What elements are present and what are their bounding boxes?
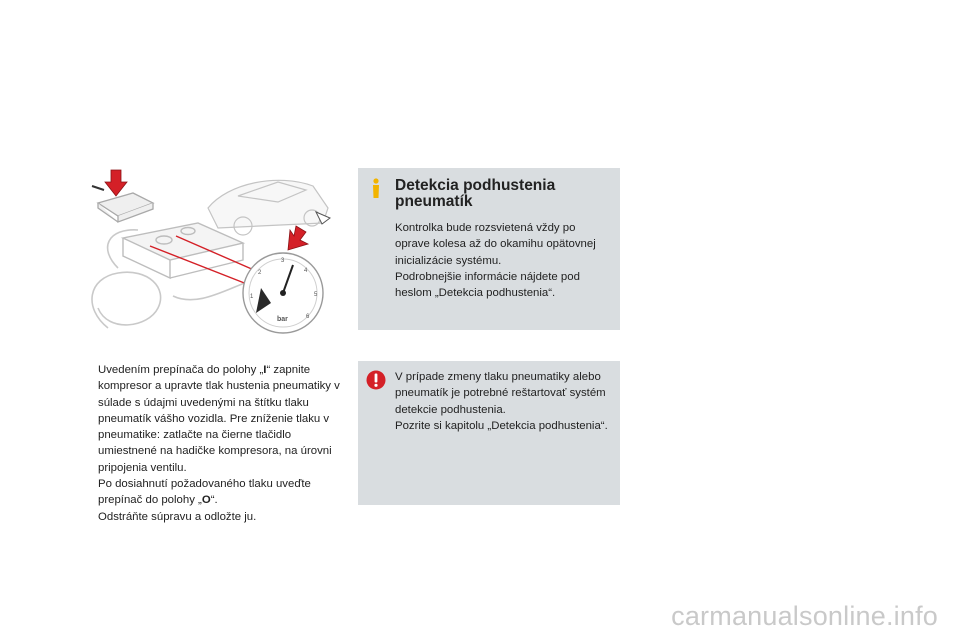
step-text: Po dosiahnutí požadovaného tlaku uveďte prepínač do polohy „: [98, 478, 311, 507]
list-item: [78, 476, 348, 509]
warning-box: [358, 361, 620, 505]
list-item: [78, 509, 348, 525]
info-title: Detekcia podhustenia pneumatík: [395, 177, 556, 210]
info-text: Podrobnejšie informácie nájdete pod heslom „Detekcia podhustenia“.: [395, 270, 580, 300]
gauge-tick-label: 1: [250, 294, 254, 300]
watermark: carmanualsonline.info: [671, 601, 938, 631]
step-text: “.: [210, 494, 218, 507]
info-icon: [366, 178, 386, 200]
info-box: [358, 168, 620, 330]
warning-text: Pozrite si kapitolu „Detekcia podhustenia“.: [395, 419, 608, 432]
step-text: Odstráňte súpravu a odložte ju.: [98, 510, 257, 523]
compressor-icon: [123, 223, 243, 278]
instruction-steps: [78, 362, 348, 525]
gauge-tick-label: 4: [304, 268, 308, 274]
sealant-cartridge: [98, 193, 153, 222]
warning-icon: [366, 370, 386, 390]
gauge-tick-label: 2: [258, 270, 262, 276]
step-text: “ zapnite kompresor a upravte tlak hustenia pneumatiky v súlade s údajmi uvedenými na štítku tlaku pneumatík vášho vozidla. Pre zníženie tlaku v pneumatike: zatlačte na čierne tlačidlo umiestnené na hadičke kompresora, na úrovni pripojenia ventilu.: [98, 364, 340, 474]
list-item: [78, 362, 348, 476]
compressor-illustration: [78, 168, 340, 340]
step-text: Uvedením prepínača do polohy „: [98, 364, 264, 376]
step-bold: I: [263, 364, 267, 376]
gauge-tick-label: 6: [306, 314, 310, 320]
step-bold: O: [201, 494, 211, 507]
warning-text: V prípade zmeny tlaku pneumatiky alebo pneumatík je potrebné reštartovať systém detekcie podhustenia.: [395, 371, 606, 416]
red-arrow-icon: [288, 226, 308, 250]
gauge-tick-label: 3: [281, 258, 285, 264]
car-icon: [208, 180, 328, 235]
gauge-unit-label: bar: [277, 316, 288, 323]
red-arrow-icon: [105, 170, 127, 196]
gauge-tick-label: 5: [314, 292, 318, 298]
info-text: Kontrolka bude rozsvietená vždy po oprave kolesa až do okamihu opätovnej inicializácie systému.: [395, 222, 596, 267]
